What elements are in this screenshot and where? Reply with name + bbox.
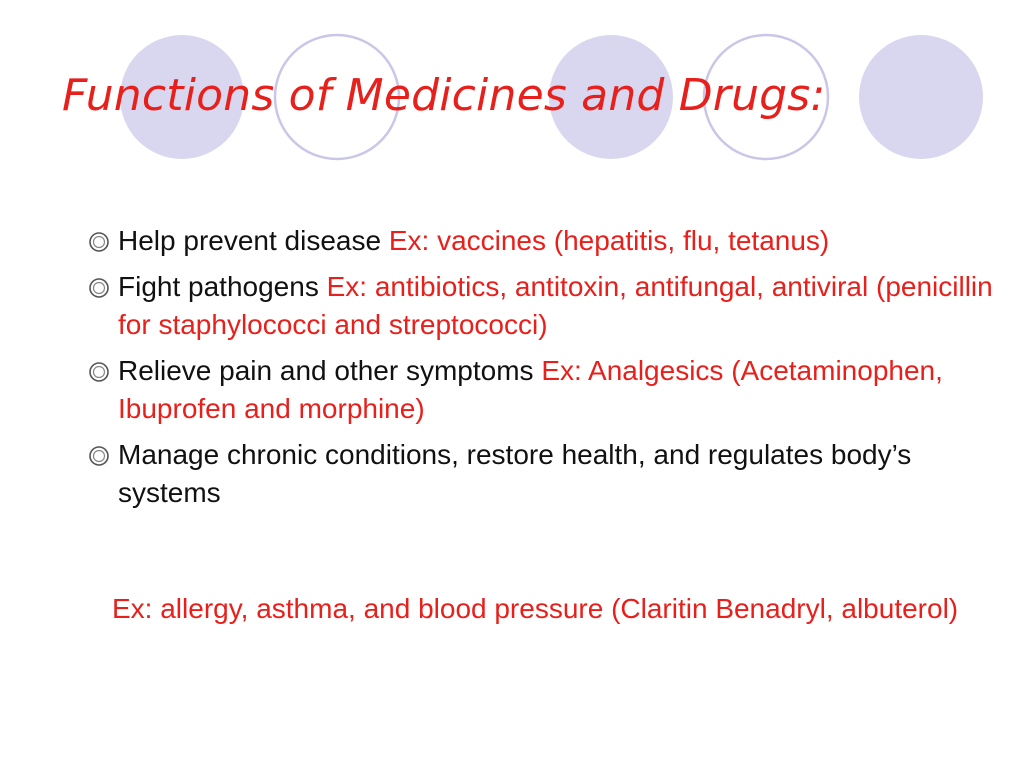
bullet-item (85, 352, 1000, 428)
ring-bullet-icon (88, 445, 110, 467)
slide-title: Functions of Medicines and Drugs: (62, 70, 826, 121)
bullet-text: Fight pathogens (118, 271, 327, 302)
ring-bullet-icon (88, 361, 110, 383)
bullet-list (85, 222, 1000, 520)
bullet-example: Ex: vaccines (hepatitis, flu, tetanus) (388, 225, 830, 256)
bullet-text: Help prevent disease (118, 225, 389, 256)
bullet-item (85, 436, 1000, 512)
bullet-item (85, 268, 1000, 344)
bullet-text: Manage chronic conditions, restore health, and regulates body’s systems (118, 439, 912, 508)
bullet-example: Ex: Analgesics (Acetaminophen, Ibuprofen and morphine) (118, 355, 943, 424)
sub-example-text: Ex: allergy, asthma, and blood pressure (Claritin Benadryl, albuterol) (112, 593, 959, 624)
ring-bullet-icon (88, 277, 110, 299)
bullet-example: Ex: antibiotics, antitoxin, antifungal, antiviral (penicillin for staphylococci and streptococci) (118, 271, 993, 340)
bullet-item (85, 222, 1000, 260)
decor-circle-filled (859, 35, 983, 159)
ring-bullet-icon (88, 231, 110, 253)
bullet-text: Relieve pain and other symptoms (118, 355, 542, 386)
